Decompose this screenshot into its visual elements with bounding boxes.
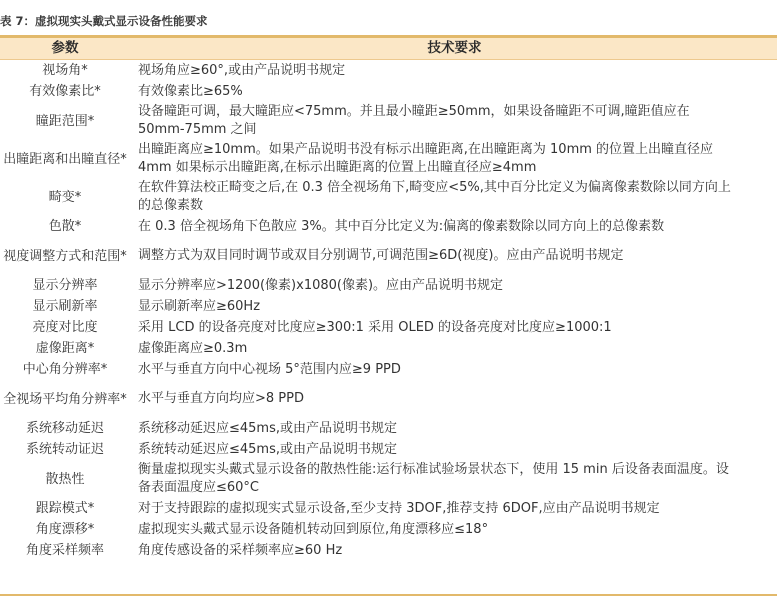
param-cell: 显示分辨率 <box>32 278 98 293</box>
table-row <box>0 540 777 561</box>
param-cell: 角度采样频率 <box>25 543 104 558</box>
table-row <box>0 102 777 140</box>
param-cell: 系统转动证迟 <box>25 442 104 457</box>
table-row <box>0 275 777 296</box>
param-cell: 畸变* <box>48 189 82 205</box>
table-caption: 表 7：虚拟现实头戴式显示设备性能要求 <box>0 14 208 28</box>
table-row <box>0 296 777 317</box>
table-row <box>0 418 777 439</box>
table-row <box>0 439 777 460</box>
requirement-cell: 显示分辨率应>1200(像素)x1080(像素)。应由产品说明书规定 <box>138 277 504 293</box>
param-cell: 系统移动延迟 <box>25 421 104 436</box>
param-cell: 角度漂移* <box>35 522 95 537</box>
table-row <box>0 519 777 540</box>
table-row <box>0 380 777 418</box>
param-cell: 瞳距范围* <box>35 113 95 129</box>
requirement-cell: 对于支持跟踪的虚拟现实式显示设备,至少支持 3DOF,推荐支持 6DOF,应由产品说明书规定 <box>138 500 660 516</box>
requirement-cell: 虚拟现实头戴式显示设备随机转动回到原位,角度漂移应≤18° <box>138 521 489 537</box>
table-row <box>0 460 777 498</box>
requirement-cell: 在软件算法校正畸变之后,在 0.3 倍全视场角下,畸变应<5%,其中百分比定义为偏离像素数除以同方向上 的总像素数 <box>138 180 731 213</box>
param-cell: 显示刷新率 <box>32 299 98 314</box>
requirement-cell: 采用 LCD 的设备亮度对比度应≥300:1 采用 OLED 的设备亮度对比度应≥1000:1 <box>138 319 612 335</box>
table-row <box>0 60 777 81</box>
column-header-requirement: 技术要求 <box>427 40 482 56</box>
param-cell: 有效像素比* <box>29 84 101 99</box>
param-cell: 散热性 <box>45 471 85 487</box>
param-cell: 色散* <box>48 219 82 234</box>
table-row <box>0 216 777 237</box>
requirement-cell: 角度传感设备的采样频率应≥60 Hz <box>138 542 343 558</box>
requirement-cell: 视场角应≥60°,或由产品说明书规定 <box>138 62 346 78</box>
param-cell: 中心角分辨率* <box>22 362 108 377</box>
param-cell: 虚像距离* <box>35 341 95 356</box>
requirement-cell: 调整方式为双目同时调节或双目分别调节,可调范围≥6D(视度)。应由产品说明书规定 <box>138 248 624 263</box>
requirement-cell: 水平与垂直方向均应>8 PPD <box>138 391 304 406</box>
requirement-cell: 显示刷新率应≥60Hz <box>138 298 261 314</box>
requirement-cell: 系统移动延迟应≤45ms,或由产品说明书规定 <box>138 420 398 436</box>
param-cell: 出瞳距离和出瞳直径* <box>3 151 127 167</box>
requirement-cell: 衡量虚拟现实头戴式显示设备的散热性能:运行标准试验场景状态下，使用 15 min 后设备表面温度。设 备表面温度应≤60°C <box>138 462 729 495</box>
table-row <box>0 81 777 102</box>
requirement-cell: 有效像素比≥65% <box>138 83 243 99</box>
param-cell: 视度调整方式和范围* <box>3 248 127 264</box>
param-cell: 亮度对比度 <box>32 320 98 335</box>
requirement-cell: 设备瞳距可调，最大瞳距应<75mm。并且最小瞳距≥50mm，如果设备瞳距不可调,瞳距值应在 50mm-75mm 之间 <box>138 104 690 137</box>
table-body <box>0 60 777 561</box>
table-row <box>0 237 777 275</box>
param-cell: 全视场平均角分辨率* <box>3 391 127 407</box>
table-header <box>0 38 777 60</box>
requirement-cell: 虚像距离应≥0.3m <box>138 340 248 356</box>
column-header-param: 参数 <box>51 40 79 56</box>
table-row <box>0 338 777 359</box>
table-row <box>0 140 777 178</box>
requirement-cell: 水平与垂直方向中心视场 5°范围内应≥9 PPD <box>138 361 401 377</box>
param-cell: 视场角* <box>42 63 88 78</box>
table-bottom-rule <box>0 594 777 596</box>
param-cell: 跟踪模式* <box>35 501 95 516</box>
requirement-cell: 系统转动延迟应≤45ms,或由产品说明书规定 <box>138 441 398 457</box>
table-row <box>0 498 777 519</box>
requirement-cell: 在 0.3 倍全视场角下色散应 3%。其中百分比定义为:偏离的像素数除以同方向上的总像素数 <box>138 218 665 234</box>
table-row <box>0 317 777 338</box>
table-row <box>0 359 777 380</box>
table-row <box>0 178 777 216</box>
requirement-cell: 出瞳距离应≥10mm。如果产品说明书没有标示出瞳距离,在出瞳距离为 10mm 的位置上出瞳直径应 4mm 如果标示出瞳距离,在标示出瞳距离的位置上出瞳直径应≥4mm <box>138 142 714 175</box>
